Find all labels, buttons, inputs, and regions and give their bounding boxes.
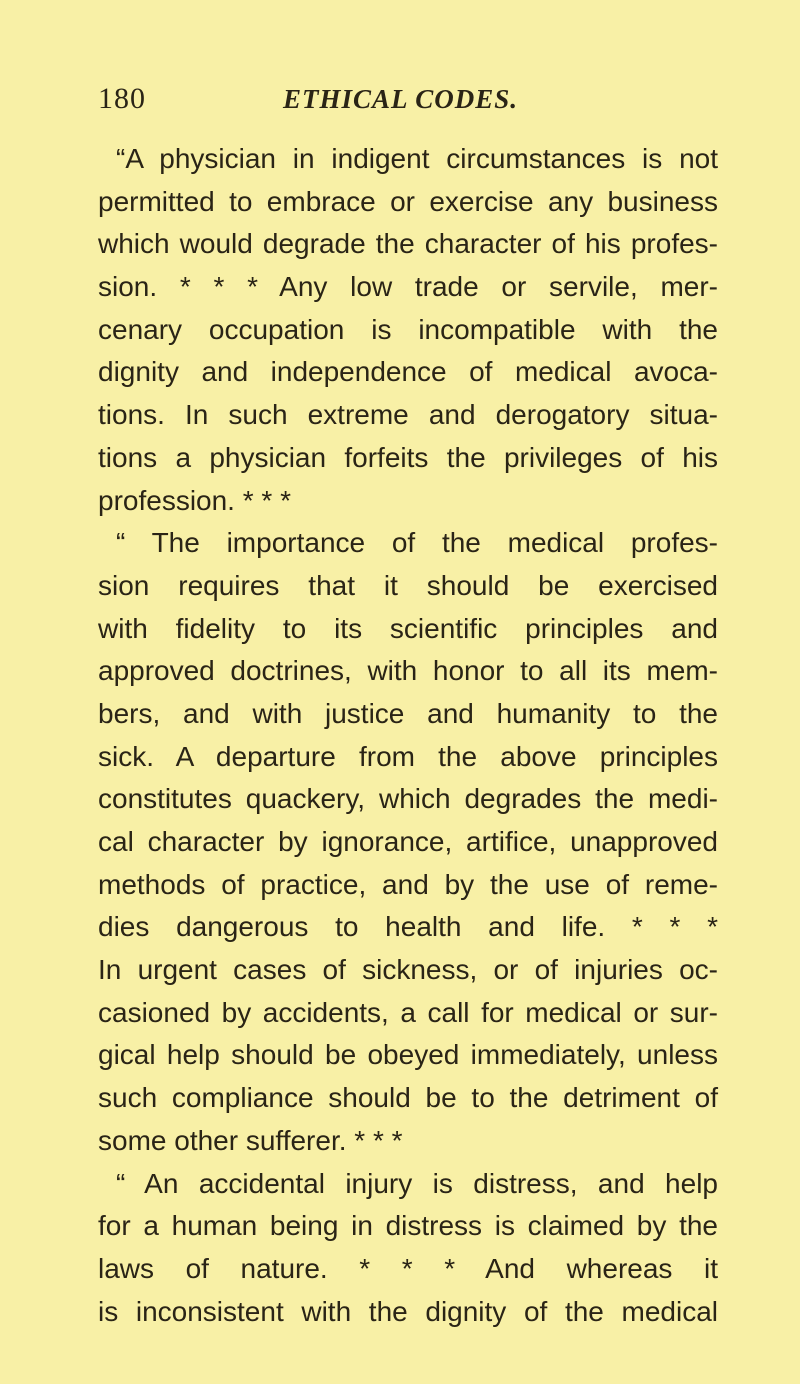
page-header bbox=[98, 82, 718, 118]
text-line: some other sufferer. * * * bbox=[98, 1124, 403, 1156]
text-line: laws of nature. * * * And whereas it bbox=[98, 1252, 718, 1284]
text-line: sion. * * * Any low trade or servile, mer- bbox=[98, 271, 718, 303]
body-text bbox=[98, 138, 718, 1333]
text-line: tions a physician forfeits the privileges of his bbox=[98, 441, 718, 473]
text-line: profession. * * * bbox=[98, 484, 291, 516]
text-line: sick. A departure from the above principles bbox=[98, 740, 718, 772]
text-line: is inconsistent with the dignity of the medical bbox=[98, 1295, 718, 1327]
text-line: permitted to embrace or exercise any business bbox=[98, 185, 718, 217]
text-line: cenary occupation is incompatible with the bbox=[98, 313, 718, 345]
text-line: methods of practice, and by the use of reme- bbox=[98, 868, 718, 900]
text-line: cal character by ignorance, artifice, unapproved bbox=[98, 826, 718, 857]
text-line: for a human being in distress is claimed by the bbox=[98, 1210, 718, 1242]
text-line: gical help should be obeyed immediately, unless bbox=[98, 1039, 718, 1071]
page-number: 180 bbox=[98, 82, 146, 115]
text-line: In urgent cases of sickness, or of injuries oc- bbox=[98, 954, 718, 986]
text-line: approved doctrines, with honor to all its mem- bbox=[98, 655, 718, 687]
text-line: “ An accidental injury is distress, and help bbox=[116, 1167, 718, 1199]
text-line: dies dangerous to health and life. * * * bbox=[98, 911, 718, 943]
text-line: bers, and with justice and humanity to the bbox=[98, 697, 718, 729]
text-line: “A physician in indigent circumstances is not bbox=[116, 143, 718, 174]
text-line: constitutes quackery, which degrades the medi- bbox=[98, 783, 718, 815]
text-line: dignity and independence of medical avoca- bbox=[98, 356, 718, 388]
text-line: with fidelity to its scientific principles and bbox=[98, 612, 718, 644]
text-line: “ The importance of the medical profes- bbox=[116, 527, 718, 559]
text-line: which would degrade the character of his profes- bbox=[98, 228, 718, 260]
text-line: tions. In such extreme and derogatory situa- bbox=[98, 399, 718, 431]
text-line: sion requires that it should be exercised bbox=[98, 569, 718, 601]
text-line: casioned by accidents, a call for medical or sur- bbox=[98, 996, 718, 1028]
running-head: ETHICAL CODES. bbox=[283, 84, 519, 114]
text-line: such compliance should be to the detriment of bbox=[98, 1082, 718, 1114]
